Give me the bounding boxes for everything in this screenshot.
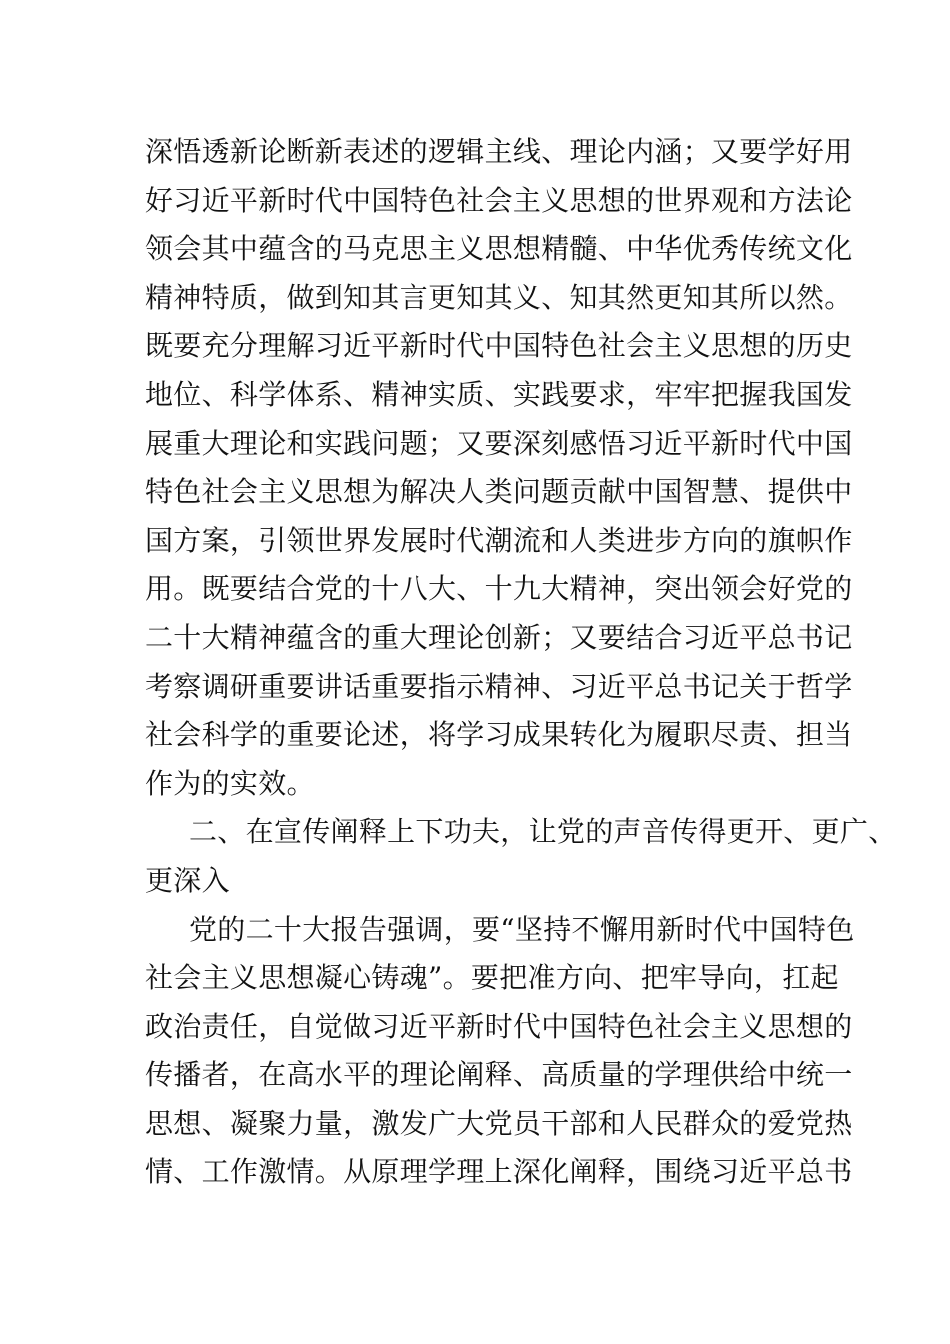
text-line: 既要充分理解习近平新时代中国特色社会主义思想的历史 <box>145 329 853 363</box>
text-line: 情、工作激情。从原理学理上深化阐释，围绕习近平总书 <box>145 1155 853 1189</box>
text-line: 社会科学的重要论述，将学习成果转化为履职尽责、担当 <box>145 718 853 752</box>
text-line: 政治责任，自觉做习近平新时代中国特色社会主义思想的 <box>145 1009 853 1043</box>
text-line: 作为的实效。 <box>145 766 315 800</box>
text-line: 领会其中蕴含的马克思主义思想精髓、中华优秀传统文化 <box>145 232 853 266</box>
section-heading: 二、在宣传阐释上下功夫，让党的声音传得更开、更广、 <box>189 815 897 849</box>
text-line: 社会主义思想凝心铸魂”。要把准方向、把牢导向，扛起 <box>145 961 839 995</box>
text-line: 好习近平新时代中国特色社会主义思想的世界观和方法论 <box>145 183 853 217</box>
text-line: 国方案，引领世界发展时代潮流和人类进步方向的旗帜作 <box>145 523 853 557</box>
section-heading-continued: 更深入 <box>145 863 230 897</box>
text-line: 展重大理论和实践问题；又要深刻感悟习近平新时代中国 <box>145 426 853 460</box>
text-line: 深悟透新论断新表述的逻辑主线、理论内涵；又要学好用 <box>145 135 853 168</box>
paragraph-start-line: 党的二十大报告强调，要“坚持不懈用新时代中国特色 <box>189 912 855 946</box>
body-text <box>145 128 897 1197</box>
text-line: 精神特质，做到知其言更知其义、知其然更知其所以然。 <box>145 280 853 314</box>
text-line: 思想、凝聚力量，激发广大党员干部和人民群众的爱党热 <box>145 1106 853 1140</box>
text-line: 地位、科学体系、精神实质、实践要求，牢牢把握我国发 <box>145 377 853 411</box>
text-line: 考察调研重要讲话重要指示精神、习近平总书记关于哲学 <box>145 669 853 703</box>
text-line: 用。既要结合党的十八大、十九大精神，突出领会好党的 <box>145 572 853 606</box>
text-line: 特色社会主义思想为解决人类问题贡献中国智慧、提供中 <box>145 475 853 509</box>
text-line: 传播者，在高水平的理论阐释、高质量的学理供给中统一 <box>145 1058 853 1092</box>
text-line: 二十大精神蕴含的重大理论创新；又要结合习近平总书记 <box>145 620 853 654</box>
